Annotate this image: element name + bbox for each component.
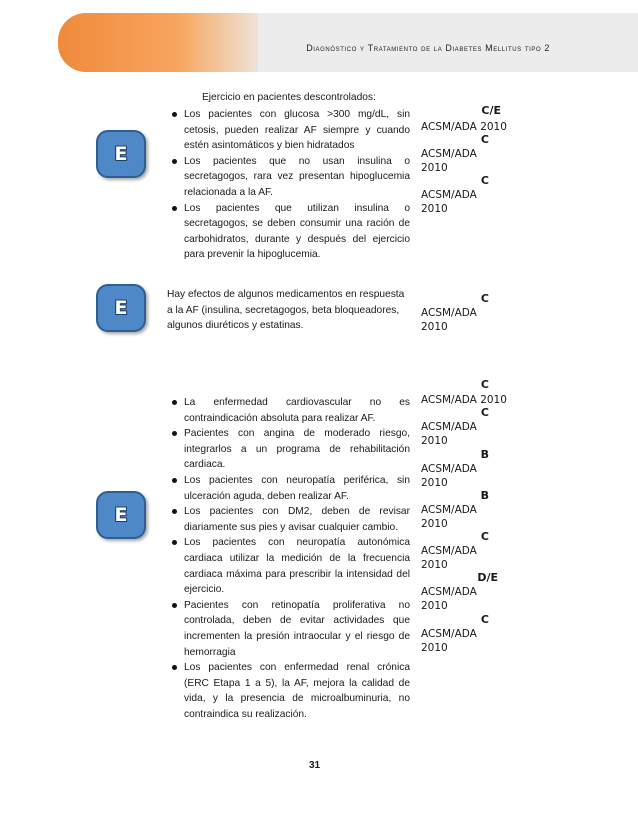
evidence-grade: C ACSM/ADA 2010	[421, 292, 489, 333]
recommendation-list	[172, 395, 410, 722]
evidence-grade: C ACSM/ADA 2010	[421, 613, 489, 654]
list-item: Los pacientes con neuropatía autonómica cardiaca utilizar la medición de la frecuencia cardiaca máxima para prescribir la intensidad del ejercicio.	[172, 535, 410, 597]
list-item: Los pacientes que utilizan insulina o secretagogos, se deben consumir una ración de carbohidratos, durante y después del ejercicio para prevenir la hipoglucemia.	[172, 201, 410, 263]
evidence-grade: C ACSM/ADA 2010	[421, 174, 489, 215]
list-item: Los pacientes con enfermedad renal crónica (ERC Etapa 1 a 5), la AF, mejora la calidad de vida, y la presencia de microalbuminuria, no contraindica su realización.	[172, 660, 410, 722]
evidence-grade: B ACSM/ADA 2010	[421, 448, 489, 489]
list-item: Los pacientes con glucosa >300 mg/dL, sin cetosis, pueden realizar AF siempre y cuando estén asintomáticos y bien hidratados	[172, 107, 410, 154]
page-number: 31	[309, 760, 321, 771]
running-header-title: Diagnóstico y Tratamiento de la Diabetes Mellitus tipo 2	[306, 43, 550, 53]
header-accent	[58, 13, 258, 72]
evidence-grade: C ACSM/ADA 2010	[421, 133, 489, 174]
evidence-grade: C	[480, 378, 489, 391]
evidence-grade: C ACSM/ADA 2010	[421, 406, 489, 447]
evidence-ref: ACSM/ADA 2010	[421, 394, 507, 406]
list-item: Los pacientes con neuropatía periférica, sin ulceración aguda, deben realizar AF.	[172, 473, 410, 504]
list-item: Pacientes con retinopatía proliferativa no controlada, deben de evitar actividades que incrementen la presión intraocular y el riesgo de hemorragia	[172, 598, 410, 660]
section-heading: Ejercicio en pacientes descontrolados:	[202, 92, 376, 103]
evidence-grade: C ACSM/ADA 2010	[421, 530, 489, 571]
evidence-grade: C/E	[481, 104, 501, 117]
list-item: Los pacientes que no usan insulina o secretagogos, rara vez presentan hipoglucemia relacionada a la AF.	[172, 154, 410, 201]
evidence-level-badge: E	[96, 130, 146, 178]
evidence-grade: D/E ACSM/ADA 2010	[421, 571, 498, 612]
list-item: La enfermedad cardiovascular no es contraindicación absoluta para realizar AF.	[172, 395, 410, 426]
evidence-ref: ACSM/ADA 2010	[421, 121, 507, 133]
list-item: Pacientes con angina de moderado riesgo, integrarlos a un programa de rehabilitación cardiaca.	[172, 426, 410, 473]
section-paragraph: Hay efectos de algunos medicamentos en respuesta a la AF (insulina, secretagogos, beta bloqueadores, algunos diuréticos y estatinas.	[167, 289, 405, 332]
evidence-level-badge: E	[96, 284, 146, 332]
list-item: Los pacientes con DM2, deben de revisar diariamente sus pies y avisar cualquier cambio.	[172, 504, 410, 535]
recommendation-list	[172, 107, 410, 263]
evidence-grade: B ACSM/ADA 2010	[421, 489, 489, 530]
evidence-level-badge: E	[96, 491, 146, 539]
